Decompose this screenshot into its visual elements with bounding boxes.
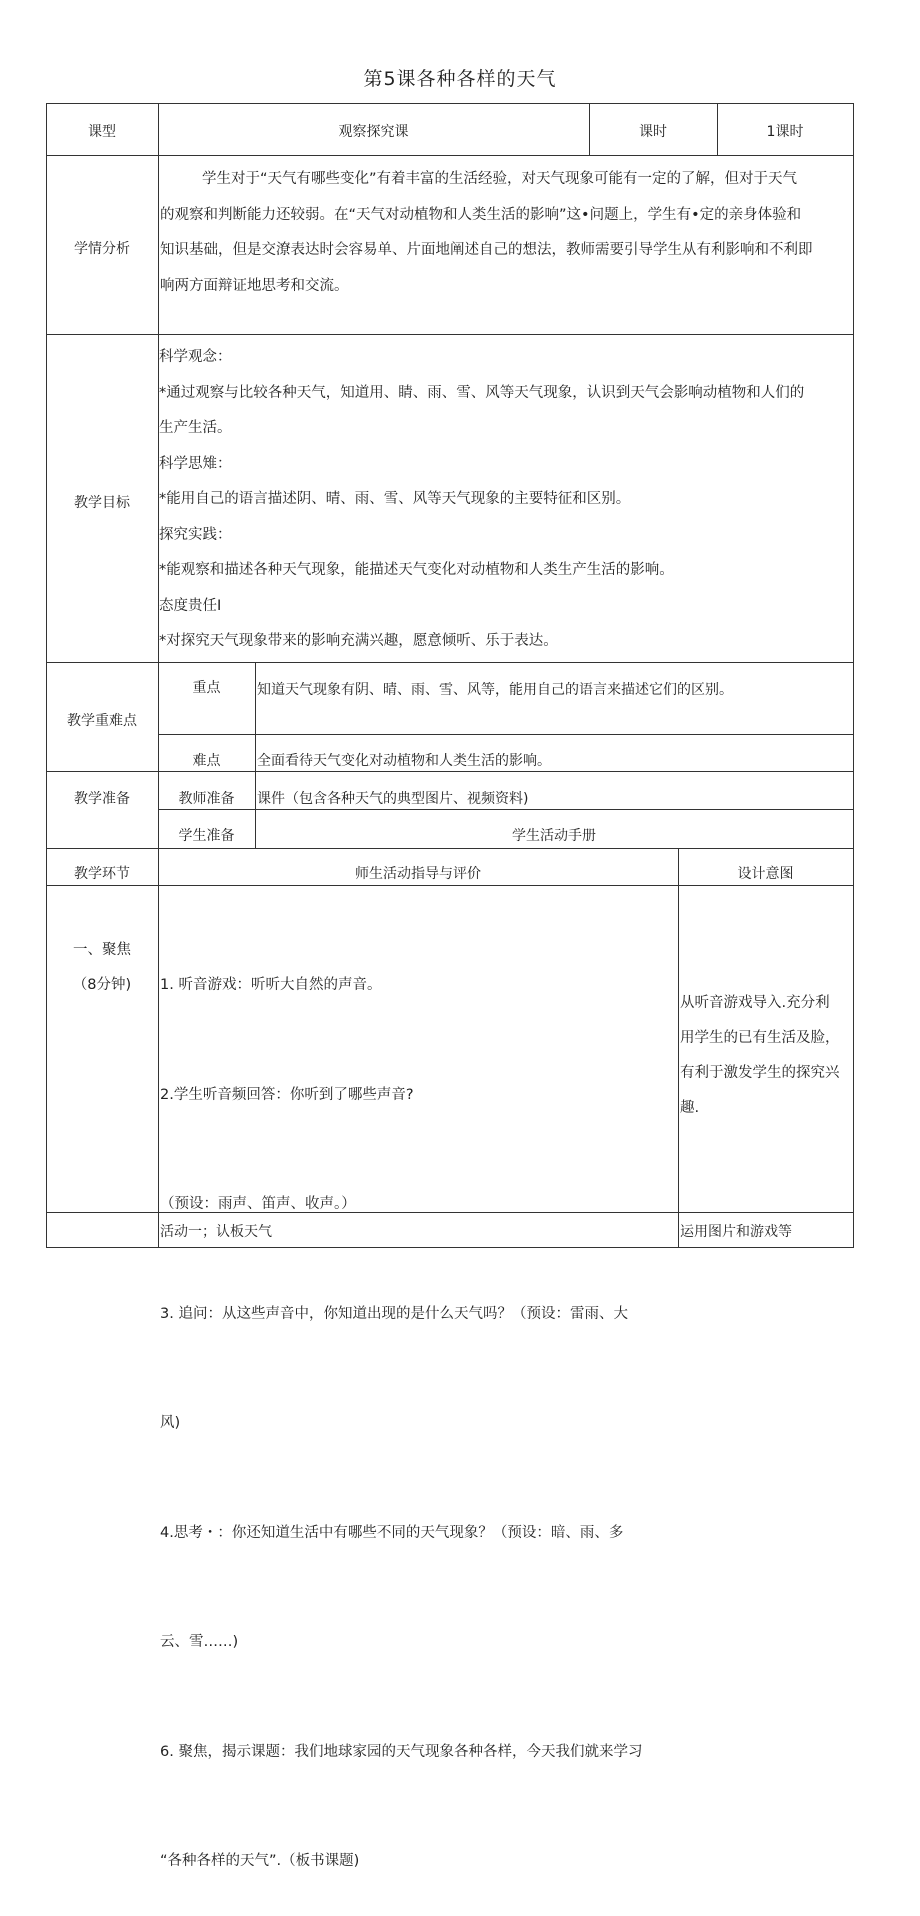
objective-line: *能观察和描述各种天气现象，能描述天气变化对动植物和人类生产生活的影响。 xyxy=(159,562,674,578)
objectives-label: 教学目标 xyxy=(74,495,130,511)
stage1-name: 一、聚焦 xyxy=(73,942,131,958)
student-prep-text: 学生活动手册 xyxy=(512,828,596,844)
analysis-line: 学生对于“天气有哪些变化”有着丰富的生活经验，对天气现象可能有一定的了解，但对于天气 xyxy=(202,171,798,187)
activity-line: 4.思考・：你还知道生活中有哪些不同的天气现象？（预设：暗、雨、多 xyxy=(160,1524,624,1541)
page-title: 第5课各种各样的天气 xyxy=(363,68,557,90)
col-stage-header: 教学环节 xyxy=(74,866,130,882)
objective-line: *对探究天气现象带来的影响充满兴趣，愿意倾听、乐于表达。 xyxy=(159,633,558,649)
activity-line: 风) xyxy=(160,1415,181,1431)
preparation-label: 教学准备 xyxy=(74,791,130,807)
objective-line: *能用自己的语言描述阴、晴、雨、雪、风等天气现象的主要特征和区别。 xyxy=(159,491,631,507)
key-text: 知道天气现象有阴、晴、雨、雪、风等，能用自己的语言来描述它们的区别。 xyxy=(257,682,733,698)
period-label: 课时 xyxy=(639,124,667,140)
analysis-label: 学情分析 xyxy=(74,241,130,257)
student-prep-label: 学生准备 xyxy=(178,828,235,844)
objectives-text xyxy=(159,340,851,660)
objective-line: *通过观察与比较各种天气，知道用、睛、雨、雪、风等天气现象，认识到天气会影响动植物和人们的 xyxy=(159,384,805,401)
hard-label: 难点 xyxy=(192,753,221,769)
stage1-activities xyxy=(160,894,676,1916)
analysis-line: 的观察和判断能力还较弱。在“天气对动植物和人类生活的影响”这•问题上，学生有•定的亲身体验和 xyxy=(160,206,802,223)
activity-line: 6. 聚焦，揭示课题：我们地球家园的天气现象各种各样，今天我们就来学习 xyxy=(160,1743,643,1760)
key-label: 重点 xyxy=(192,680,221,696)
stage1-intent xyxy=(680,986,852,1126)
hard-text: 全面看待天气变化对动植物和人类生活的影响。 xyxy=(257,753,551,769)
objective-heading: 探究实践： xyxy=(159,526,232,543)
col-activity-header: 师生活动指导与评价 xyxy=(355,866,481,882)
intent-line: 用学生的已有生活及脸， xyxy=(680,1030,840,1046)
type-value: 观察探究课 xyxy=(338,124,409,140)
activity-line: 2.学生听音频回答：你听到了哪些声音? xyxy=(160,1086,414,1103)
type-label: 课型 xyxy=(88,124,116,140)
objective-heading: 科学思雉： xyxy=(159,455,232,472)
teacher-prep-text: 课件（包含各种天气的典型图片、视频资料) xyxy=(257,791,529,807)
objective-line: 生产生活。 xyxy=(159,420,232,436)
stage2-intent: 运用图片和游戏等 xyxy=(680,1224,792,1240)
analysis-text xyxy=(160,162,852,304)
period-value: 1课时 xyxy=(766,124,804,140)
objective-heading: 态度贵任I xyxy=(159,597,222,614)
intent-line: 趣. xyxy=(680,1100,700,1116)
activity-line: （预设：雨声、笛声、收声。） xyxy=(160,1196,356,1212)
analysis-line: 知识基础，但是交潦表达时会容易单、片面地阐述自己的想法，教师需要引导学生从有利影响和不利即 xyxy=(160,242,813,258)
objective-heading: 科学观念： xyxy=(159,349,232,365)
col-intent-header: 设计意图 xyxy=(737,866,794,882)
analysis-line: 响两方面辩证地思考和交流。 xyxy=(160,277,349,294)
stage2-activity: 活动一；认板天气 xyxy=(160,1224,272,1240)
activity-line: “各种各样的天气”.（板书课题) xyxy=(160,1853,360,1869)
activity-line: 3. 追问：从这些声音中，你知道出现的是什么天气吗？（预设：雷雨、大 xyxy=(160,1305,628,1322)
intent-line: 从听音游戏导入.充分利 xyxy=(680,995,830,1011)
activity-line: 1. 听音游戏：听听大自然的声音。 xyxy=(160,977,382,993)
stage1-duration: （8分钟) xyxy=(72,977,132,993)
activity-line: 云、雪……) xyxy=(160,1634,239,1650)
keypoints-label: 教学重难点 xyxy=(67,713,137,729)
teacher-prep-label: 教师准备 xyxy=(178,791,235,807)
intent-line: 有利于激发学生的探究兴 xyxy=(680,1065,840,1081)
